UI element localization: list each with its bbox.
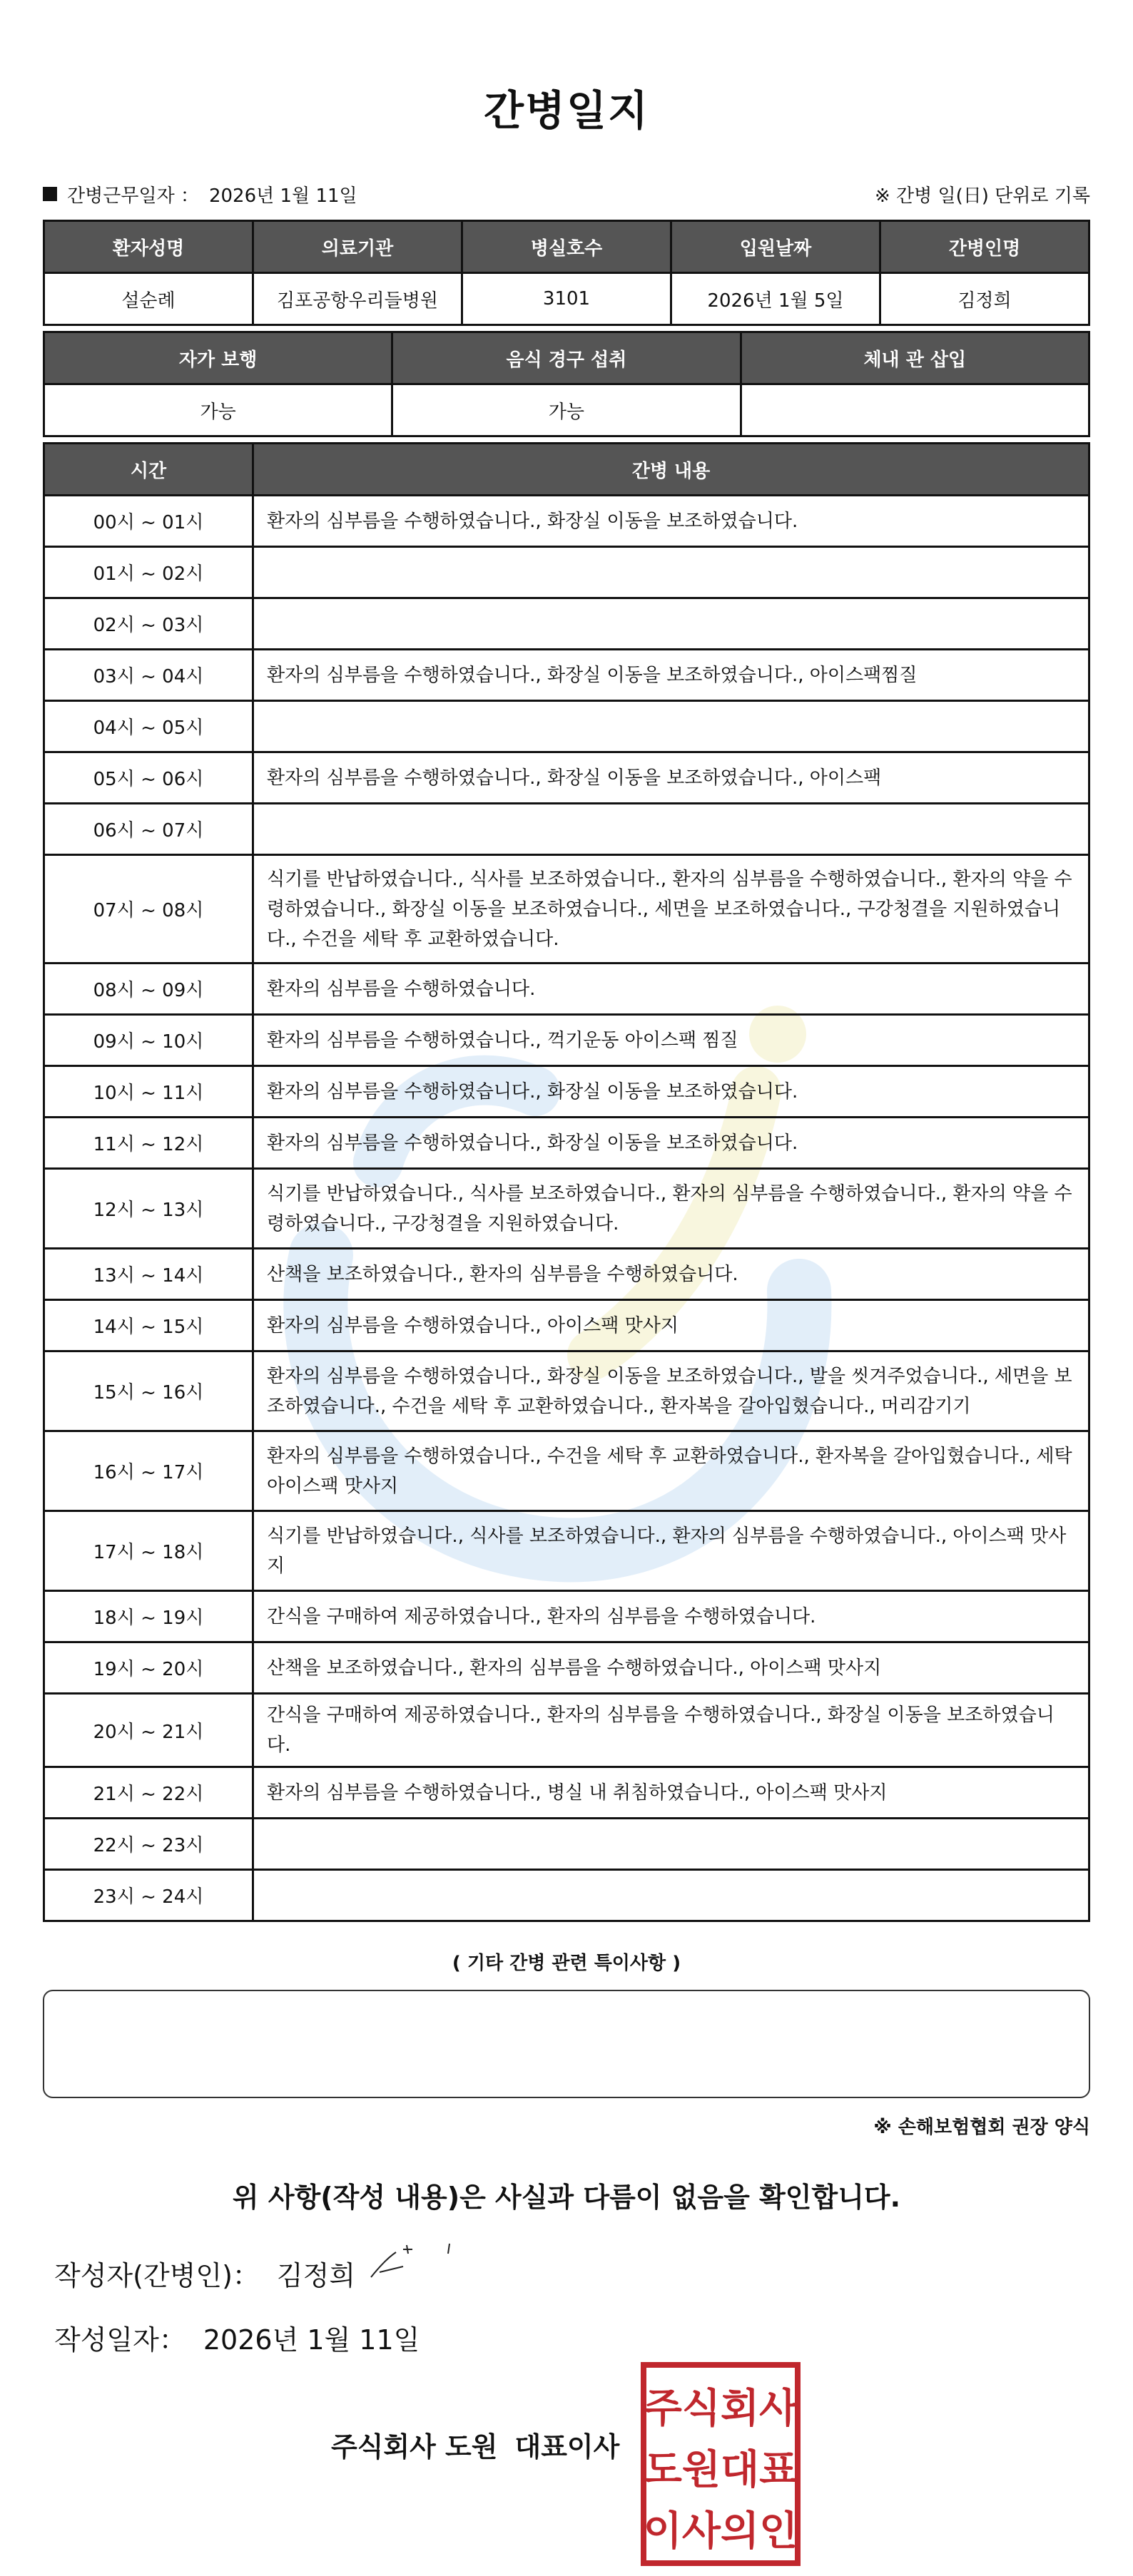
table-row [44,1118,1089,1169]
log-time: 09시 ~ 10시 [44,1015,253,1066]
table-row [44,1767,1089,1819]
patient-name: 설순례 [44,273,253,325]
log-time: 00시 ~ 01시 [44,496,253,547]
work-date [43,181,357,208]
log-content: 환자의 심부름을 수행하였습니다., 수건을 세탁 후 교환하였습니다., 환자복을 갈아입혔습니다., 세탁 아이스팩 맛사지 [253,1431,1089,1511]
log-time: 08시 ~ 09시 [44,964,253,1015]
log-content: 간식을 구매하여 제공하였습니다., 환자의 심부름을 수행하였습니다. [253,1591,1089,1642]
log-time: 13시 ~ 14시 [44,1249,253,1300]
log-content [253,701,1089,752]
log-content: 식기를 반납하였습니다., 식사를 보조하였습니다., 환자의 심부름을 수행하였습니다., 환자의 약을 수령하였습니다., 화장실 이동을 보조하였습니다., 세면을 보조하였습니다., 구강청결을 지원하였습니다., 수건을 세탁 후 교환하였습니다. [253,855,1089,964]
log-content: 환자의 심부름을 수행하였습니다., 화장실 이동을 보조하였습니다., 발을 씻겨주었습니다., 세면을 보조하였습니다., 수건을 세탁 후 교환하였습니다., 환자복을 갈아입혔습니다., 머리감기기 [253,1351,1089,1431]
log-time: 02시 ~ 03시 [44,598,253,650]
stamp-line-1: 주식회사 [643,2386,798,2432]
work-date-line [43,178,1090,210]
header-oral-intake: 음식 경구 섭취 [392,332,741,384]
signature-image [364,2238,464,2288]
log-content: 환자의 심부름을 수행하였습니다., 화장실 이동을 보조하였습니다. [253,1066,1089,1118]
header-hospital: 의료기관 [253,221,462,273]
table-row [44,1249,1089,1300]
log-content: 환자의 심부름을 수행하였습니다., 꺽기운동 아이스팩 찜질 [253,1015,1089,1066]
log-content: 환자의 심부름을 수행하였습니다., 화장실 이동을 보조하였습니다., 아이스팩찜질 [253,650,1089,701]
log-content: 환자의 심부름을 수행하였습니다., 화장실 이동을 보조하였습니다. [253,1118,1089,1169]
table-row [44,701,1089,752]
log-time: 04시 ~ 05시 [44,701,253,752]
header-self-walking: 자가 보행 [44,332,392,384]
table-row [44,1015,1089,1066]
table-row [44,752,1089,804]
self-walking-value: 가능 [44,384,392,436]
log-content: 환자의 심부름을 수행하였습니다., 화장실 이동을 보조하였습니다. [253,496,1089,547]
care-log-body [44,496,1089,1921]
header-caregiver-name: 간병인명 [880,221,1089,273]
table-row [44,547,1089,598]
log-time: 11시 ~ 12시 [44,1118,253,1169]
log-time: 07시 ~ 08시 [44,855,253,964]
work-date-label: 간병근무일자 ： [67,185,199,207]
log-time: 18시 ~ 19시 [44,1591,253,1642]
log-content: 산책을 보조하였습니다., 환자의 심부름을 수행하였습니다. [253,1249,1089,1300]
header-tube-insertion: 체내 관 삽입 [741,332,1089,384]
table-row [44,1351,1089,1431]
log-time: 21시 ~ 22시 [44,1767,253,1819]
log-content: 간식을 구매하여 제공하였습니다., 환자의 심부름을 수행하였습니다., 화장실 이동을 보조하였습니다. [253,1694,1089,1767]
log-content: 식기를 반납하였습니다., 식사를 보조하였습니다., 환자의 심부름을 수행하였습니다., 아이스팩 맛사지 [253,1511,1089,1591]
company-signature-line [331,2425,619,2464]
log-time: 17시 ~ 18시 [44,1511,253,1591]
log-time: 16시 ~ 17시 [44,1431,253,1511]
writer-label: 작성자(간병인)： [54,2260,260,2291]
header-care-content: 간병 내용 [253,444,1089,496]
header-time: 시간 [44,444,253,496]
log-time: 10시 ~ 11시 [44,1066,253,1118]
recommend-note: ※ 손해보험협회 권장 양식 [873,2117,1090,2138]
table-row [44,1819,1089,1870]
log-content: 환자의 심부름을 수행하였습니다., 아이스팩 맛사지 [253,1300,1089,1351]
stamp-line-3: 이사의인 [643,2508,798,2555]
log-content: 환자의 심부름을 수행하였습니다., 병실 내 취침하였습니다., 아이스팩 맛사지 [253,1767,1089,1819]
table-row [44,855,1089,964]
log-content: 환자의 심부름을 수행하였습니다. [253,964,1089,1015]
confirmation-statement: 위 사항(작성 내용)은 사실과 다름이 없음을 확인합니다. [232,2182,901,2213]
company-seal-stamp [639,2361,802,2567]
log-content [253,804,1089,855]
table-row [44,496,1089,547]
write-date-label: 작성일자： [54,2324,186,2356]
header-room-number: 병실호수 [462,221,671,273]
care-log-table [43,442,1090,1922]
log-content: 산책을 보조하였습니다., 환자의 심부름을 수행하였습니다., 아이스팩 맛사지 [253,1642,1089,1694]
room-number: 3101 [462,273,671,325]
patient-status-table [43,331,1090,437]
table-row [44,1642,1089,1694]
table-row [44,598,1089,650]
patient-info-table [43,220,1090,326]
writer-line [54,2254,355,2293]
work-date-value: 2026년 1월 11일 [208,185,357,207]
log-time: 22시 ~ 23시 [44,1819,253,1870]
table-row [44,804,1089,855]
log-content [253,1819,1089,1870]
log-content [253,598,1089,650]
log-time: 14시 ~ 15시 [44,1300,253,1351]
tube-insertion-value [741,384,1089,436]
log-content [253,547,1089,598]
log-time: 19시 ~ 20시 [44,1642,253,1694]
special-notes-title: ( 기타 간병 관련 특이사항 ) [452,1953,681,1974]
admission-date: 2026년 1월 5일 [671,273,880,325]
table-row [44,1431,1089,1511]
header-patient-name: 환자성명 [44,221,253,273]
page-title: 간병일지 [483,86,650,135]
table-row [44,964,1089,1015]
log-content: 식기를 반납하였습니다., 식사를 보조하였습니다., 환자의 심부름을 수행하였습니다., 환자의 약을 수령하였습니다., 구강청결을 지원하였습니다. [253,1169,1089,1249]
hospital-name: 김포공항우리들병원 [253,273,462,325]
table-row [44,1169,1089,1249]
log-time: 03시 ~ 04시 [44,650,253,701]
square-bullet-icon [43,187,57,201]
company-role: 대표이사 [514,2431,620,2463]
log-content [253,1870,1089,1921]
caregiver-name: 김정희 [880,273,1089,325]
write-date-value: 2026년 1월 11일 [203,2324,420,2356]
header-admission-date: 입원날짜 [671,221,880,273]
stamp-line-2: 도원대표 [643,2447,798,2493]
unit-note: ※ 간병 일(日) 단위로 기록 [874,185,1090,207]
special-notes-box [43,1990,1090,2098]
log-content: 환자의 심부름을 수행하였습니다., 화장실 이동을 보조하였습니다., 아이스팩 [253,752,1089,804]
log-time: 01시 ~ 02시 [44,547,253,598]
table-row [44,1694,1089,1767]
write-date-line [54,2318,420,2357]
log-time: 06시 ~ 07시 [44,804,253,855]
log-time: 15시 ~ 16시 [44,1351,253,1431]
writer-name: 김정희 [276,2260,356,2291]
table-row [44,1066,1089,1118]
log-time: 12시 ~ 13시 [44,1169,253,1249]
table-row [44,1511,1089,1591]
company-name: 주식회사 도원 [331,2431,498,2463]
oral-intake-value: 가능 [392,384,741,436]
table-row [44,650,1089,701]
log-time: 05시 ~ 06시 [44,752,253,804]
log-time: 20시 ~ 21시 [44,1694,253,1767]
log-time: 23시 ~ 24시 [44,1870,253,1921]
table-row [44,1870,1089,1921]
table-row [44,1300,1089,1351]
table-row [44,1591,1089,1642]
